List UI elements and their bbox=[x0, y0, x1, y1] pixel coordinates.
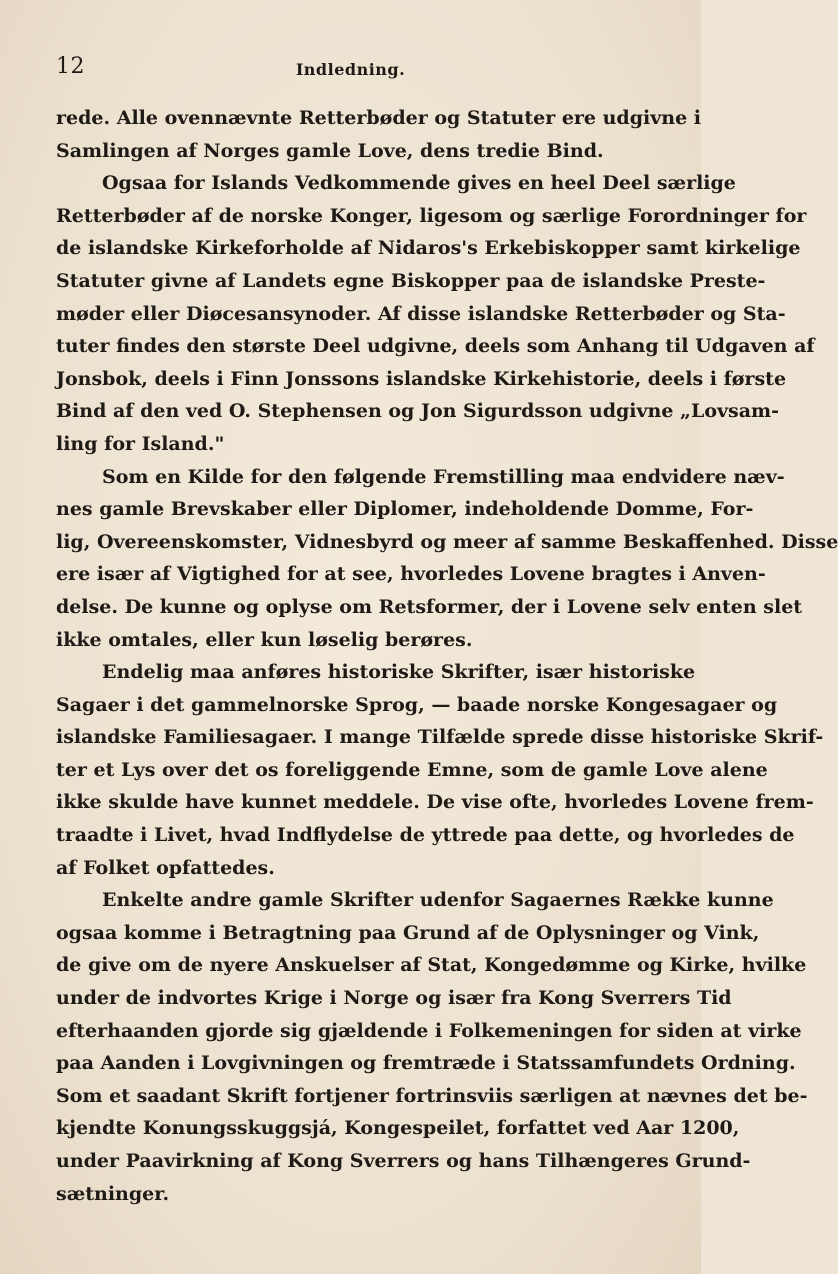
text-line: ogsaa komme i Betragtning paa Grund af de Oplysninger og Vink, bbox=[56, 921, 760, 944]
text-line: Sagaer i det gammelnorske Sprog, — baade norske Kongesagaer og bbox=[56, 693, 778, 716]
text-line: sætninger. bbox=[56, 1182, 170, 1205]
text-line: ere især af Vigtighed for at see, hvorledes Lovene bragtes i Anven- bbox=[56, 563, 766, 586]
body-text bbox=[56, 102, 838, 1210]
text-line: ling for Island." bbox=[56, 432, 225, 455]
text-line: Som et saadant Skrift fortjener fortrinsviis særligen at nævnes det be- bbox=[56, 1084, 808, 1107]
paragraph bbox=[56, 656, 824, 884]
text-line: nes gamle Brevskaber eller Diplomer, indeholdende Domme, For- bbox=[56, 498, 754, 521]
text-line: Retterbøder af de norske Konger, ligesom og særlige Forordninger for bbox=[56, 204, 807, 227]
text-line: de give om de nyere Anskuelser af Stat, Kongedømme og Kirke, hvilke bbox=[56, 954, 807, 977]
text-line: rede. Alle ovennævnte Retterbøder og Statuter ere udgivne i bbox=[56, 107, 701, 129]
text-line: kjendte Konungsskuggsjá, Kongespeilet, forfattet ved Aar 1200, bbox=[56, 1117, 740, 1140]
text-line: tuter findes den største Deel udgivne, deels som Anhang til Udgaven af bbox=[56, 335, 815, 358]
text-line: af Folket opfattedes. bbox=[56, 856, 275, 879]
text-line: Samlingen af Norges gamle Love, dens tredie Bind. bbox=[56, 139, 604, 162]
running-head: Indledning. bbox=[295, 60, 406, 79]
text-line: Enkelte andre gamle Skrifter udenfor Sagaernes Række kunne bbox=[102, 889, 774, 912]
text-line: Endelig maa anføres historiske Skrifter, især historiske bbox=[102, 661, 696, 684]
text-line: Statuter givne af Landets egne Biskopper paa de islandske Preste- bbox=[56, 269, 766, 292]
paragraph bbox=[56, 167, 815, 460]
text-line: traadte i Livet, hvad Indflydelse de yttrede paa dette, og hvorledes de bbox=[56, 824, 795, 847]
text-line: efterhaanden gjorde sig gjældende i Folkemeningen for siden at virke bbox=[56, 1019, 802, 1042]
text-line: Bind af den ved O. Stephensen og Jon Sigurdsson udgivne „Lovsam- bbox=[56, 400, 780, 423]
text-line: lig, Overeenskomster, Vidnesbyrd og meer af samme Beskaffenhed. Disse bbox=[56, 530, 838, 553]
text-line: delse. De kunne og oplyse om Retsformer, der i Lovene selv enten slet bbox=[56, 595, 803, 618]
text-line: Som en Kilde for den følgende Fremstilling maa endvidere næv- bbox=[102, 465, 785, 488]
text-line: Jonsbok, deels i Finn Jonssons islandske Kirkehistorie, deels i første bbox=[56, 367, 787, 390]
text-line: paa Aanden i Lovgivningen og fremtræde i Statssamfundets Ordning. bbox=[56, 1052, 796, 1075]
text-line: ikke skulde have kunnet meddele. De vise ofte, hvorledes Lovene frem- bbox=[56, 791, 814, 814]
text-line: Ogsaa for Islands Vedkommende gives en heel Deel særlige bbox=[102, 172, 736, 195]
text-line: islandske Familiesagaer. I mange Tilfælde sprede disse historiske Skrif- bbox=[56, 726, 824, 749]
text-line: ter et Lys over det os foreliggende Emne, som de gamle Love alene bbox=[56, 758, 768, 781]
paragraph bbox=[56, 461, 838, 657]
text-line: møder eller Diøcesansynoder. Af disse islandske Retterbøder og Sta- bbox=[56, 302, 786, 325]
paragraph bbox=[56, 884, 808, 1210]
text-line: de islandske Kirkeforholde af Nidaros's Erkebiskopper samt kirkelige bbox=[56, 237, 801, 260]
text-line: under Paavirkning af Kong Sverrers og hans Tilhængeres Grund- bbox=[56, 1150, 751, 1172]
paragraph bbox=[56, 102, 701, 167]
text-line: ikke omtales, eller kun løselig berøres. bbox=[56, 628, 473, 651]
page-number: 12 bbox=[56, 54, 85, 79]
text-line: under de indvortes Krige i Norge og især fra Kong Sverrers Tid bbox=[56, 987, 732, 1010]
